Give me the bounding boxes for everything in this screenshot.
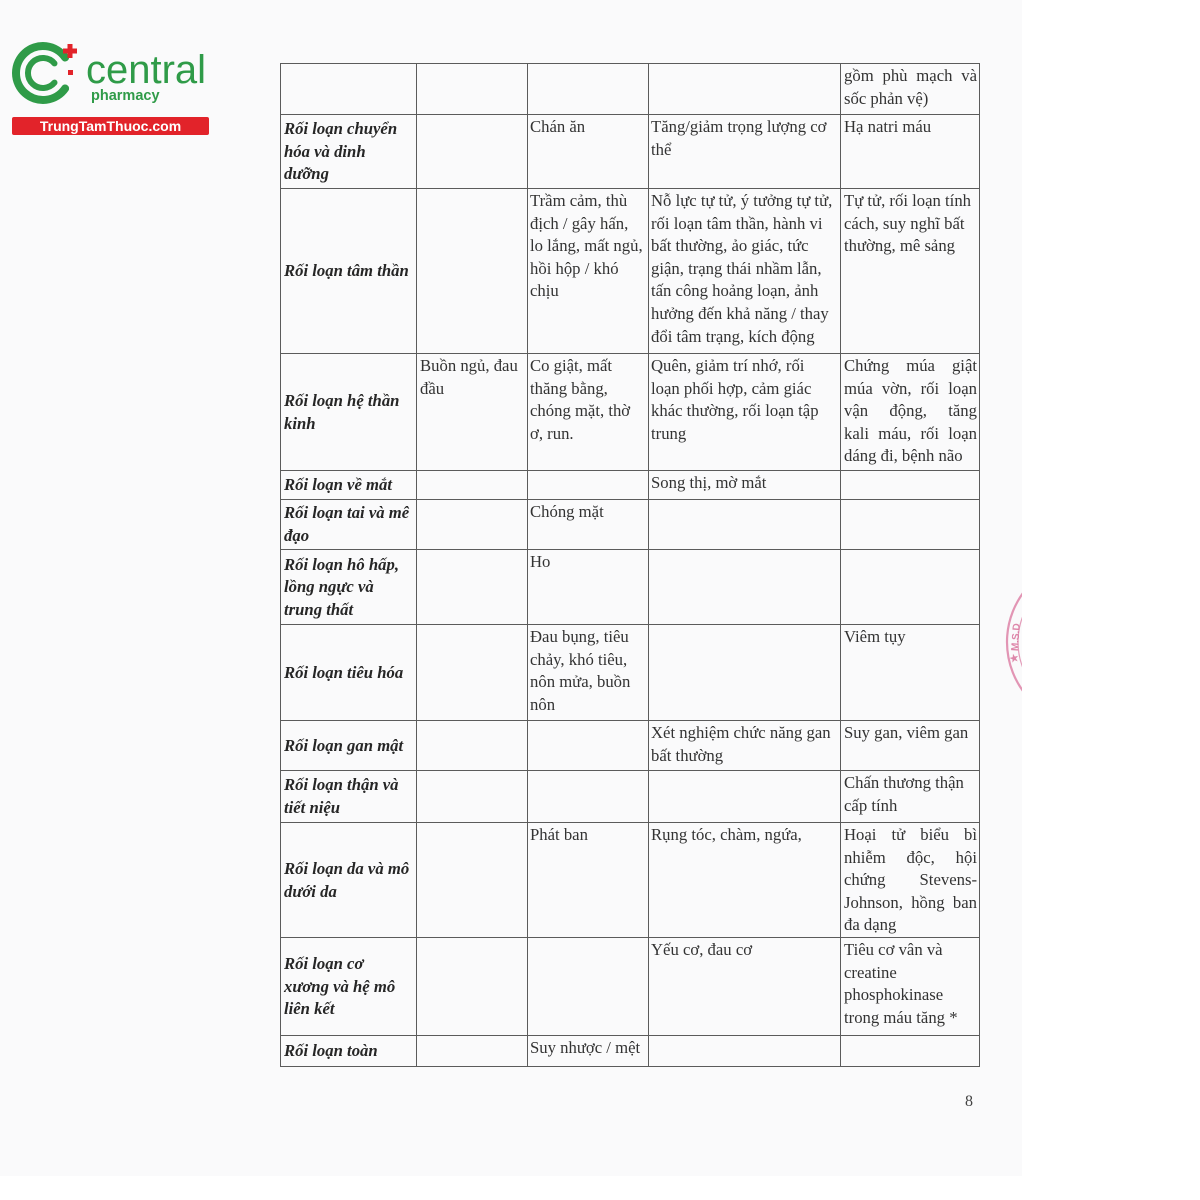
organ-class-label: xương và hệ mô	[284, 976, 396, 996]
cell-text-line: cách, suy nghĩ bất	[844, 213, 965, 233]
brand-subtitle: pharmacy	[91, 88, 160, 104]
table-cell	[528, 938, 649, 1036]
cell-text-line: thể	[651, 139, 672, 159]
table-row	[281, 1036, 980, 1067]
cell-text-line: đa dạng	[844, 915, 897, 935]
cell-text-line: vận động, tăng	[844, 401, 977, 421]
cell-text-line: Tăng/giảm trọng lượng cơ	[651, 117, 827, 136]
table-cell	[528, 64, 649, 115]
stamp-seal	[998, 585, 1022, 705]
cell-text-line: lo lắng, mất ngủ,	[530, 236, 643, 256]
organ-class-label: lồng ngực và	[284, 577, 374, 597]
table-cell	[841, 64, 980, 115]
cell-text-line: hưởng đến khả năng / thay	[651, 303, 829, 323]
organ-class-cell	[281, 550, 417, 625]
table-row	[281, 938, 980, 1036]
cell-text-line: kali máu, rối loạn	[844, 423, 977, 443]
table-row	[281, 771, 980, 823]
central-pharmacy-logo	[0, 0, 220, 140]
table-cell	[649, 1036, 841, 1067]
table-cell	[649, 823, 841, 938]
cell-text-line: Xét nghiệm chức năng gan	[651, 723, 831, 742]
cell-text-line: Đau bụng, tiêu	[530, 627, 629, 646]
table-row	[281, 115, 980, 189]
table-cell	[841, 189, 980, 354]
table-row	[281, 823, 980, 938]
table-body	[281, 64, 980, 1067]
table-row	[281, 471, 980, 500]
cell-text-line: nhiễm độc, hội	[844, 847, 977, 867]
organ-class-label: Rối loạn tai và mê	[284, 503, 410, 523]
cell-text-line: khác thường, rối loạn tập	[651, 401, 819, 421]
table-cell	[417, 471, 528, 500]
stamp-text: ★ M.S.D	[1009, 623, 1023, 664]
cell-text-line: Rụng tóc, chàm, ngứa,	[651, 825, 802, 844]
table-cell	[417, 115, 528, 189]
table-row	[281, 721, 980, 771]
organ-class-cell	[281, 115, 417, 189]
table-cell	[417, 550, 528, 625]
cell-text-line: thăng bằng,	[530, 378, 608, 398]
pharmacy-cross-icon	[10, 37, 80, 107]
cell-text-line: Yếu cơ, đau cơ	[651, 940, 753, 959]
table-cell	[649, 500, 841, 550]
table-cell	[649, 938, 841, 1036]
table-cell	[417, 721, 528, 771]
cell-text-line: đầu	[420, 378, 445, 398]
table-cell	[417, 938, 528, 1036]
organ-class-cell	[281, 771, 417, 823]
organ-class-label: Rối loạn chuyển	[284, 119, 398, 139]
table-cell	[528, 1036, 649, 1067]
table-cell	[841, 938, 980, 1036]
cell-text-line: Tiêu cơ vân và	[844, 940, 943, 959]
cell-text-line: đổi tâm trạng, kích động	[651, 326, 815, 346]
organ-class-label: dưới da	[284, 881, 337, 901]
table-cell	[528, 471, 649, 500]
cell-text-line: tấn công hoảng loạn, ảnh	[651, 281, 819, 301]
cell-text-line: Tự tử, rối loạn tính	[844, 191, 972, 210]
cell-text-line: chịu	[530, 281, 559, 301]
table-cell	[649, 64, 841, 115]
organ-class-label: Rối loạn toàn	[284, 1041, 378, 1061]
cell-text-line: địch / gây hấn,	[530, 213, 629, 233]
table-cell	[528, 771, 649, 823]
table-cell	[528, 500, 649, 550]
cell-text-line: Suy nhược / mệt	[530, 1038, 641, 1057]
adverse-reactions-table	[280, 63, 980, 1067]
cell-text-line: creatine	[844, 962, 897, 982]
table-cell	[417, 64, 528, 115]
organ-class-label: Rối loạn cơ	[284, 954, 364, 974]
cell-text-line: Chóng mặt	[530, 502, 604, 521]
cell-text-line: chóng mặt, thờ	[530, 401, 631, 421]
organ-class-label: Rối loạn thận và	[284, 775, 399, 795]
cell-text-line: trong máu tăng *	[844, 1007, 958, 1027]
cell-text-line: Co giật, mất	[530, 356, 613, 375]
organ-class-cell	[281, 721, 417, 771]
cell-text-line: dáng đi, bệnh não	[844, 446, 963, 466]
organ-class-label: Rối loạn về mắt	[284, 475, 393, 495]
cell-text-line: giận, trạng thái nhầm lẫn,	[651, 258, 822, 278]
table-row	[281, 500, 980, 550]
organ-class-label: Rối loạn tâm thần	[284, 261, 409, 281]
cell-text-line: phosphokinase	[844, 985, 944, 1005]
organ-class-cell	[281, 500, 417, 550]
table-cell	[841, 471, 980, 500]
organ-class-label: kinh	[284, 413, 316, 433]
organ-class-cell	[281, 1036, 417, 1067]
cell-text-line: loạn phối hợp, cảm giác	[651, 378, 812, 398]
table-cell	[649, 550, 841, 625]
organ-class-cell	[281, 189, 417, 354]
cell-text-line: Hoại tử biểu bì	[844, 825, 977, 844]
table-cell	[417, 354, 528, 471]
table-cell	[528, 189, 649, 354]
table-cell	[841, 500, 980, 550]
cell-text-line: chảy, khó tiêu,	[530, 649, 628, 669]
table-cell	[528, 550, 649, 625]
table-cell	[841, 550, 980, 625]
cell-text-line: chứng Stevens-	[844, 870, 977, 890]
table-cell	[649, 354, 841, 471]
cell-text-line: Chứng múa giật	[844, 356, 977, 375]
table-cell	[417, 500, 528, 550]
cell-text-line: Hạ natri máu	[844, 117, 932, 136]
cell-text-line: Viêm tụy	[844, 627, 906, 646]
table-cell	[528, 823, 649, 938]
table-cell	[417, 771, 528, 823]
cell-text-line: Chán ăn	[530, 117, 586, 136]
cell-text-line: Trầm cảm, thù	[530, 191, 628, 210]
cell-text-line: Quên, giảm trí nhớ, rối	[651, 356, 805, 375]
table-cell	[417, 189, 528, 354]
organ-class-cell	[281, 823, 417, 938]
organ-class-cell	[281, 625, 417, 721]
cell-text-line: cấp tính	[844, 795, 898, 815]
table-cell	[841, 1036, 980, 1067]
organ-class-label: hóa và dinh	[284, 141, 366, 161]
table-cell	[841, 721, 980, 771]
organ-class-label: dưỡng	[284, 164, 329, 184]
cell-text-line: Buồn ngủ, đau	[420, 356, 518, 375]
cell-text-line: bất thường, ảo giác, tức	[651, 236, 809, 256]
table-row	[281, 189, 980, 354]
table-cell	[417, 1036, 528, 1067]
cell-text-line: trung	[651, 423, 687, 443]
table-cell	[649, 189, 841, 354]
cell-text-line: Nỗ lực tự tử, ý tưởng tự tử,	[651, 191, 833, 210]
organ-class-label: trung thất	[284, 599, 354, 619]
cell-text-line: Phát ban	[530, 825, 588, 844]
table-cell	[841, 354, 980, 471]
table-cell	[649, 625, 841, 721]
organ-class-cell	[281, 64, 417, 115]
cell-text-line: Suy gan, viêm gan	[844, 723, 969, 742]
cell-text-line: thường, mê sảng	[844, 236, 956, 256]
table-cell	[528, 721, 649, 771]
organ-class-label: Rối loạn hô hấp,	[284, 554, 399, 574]
table-row	[281, 550, 980, 625]
organ-class-label: liên kết	[284, 999, 335, 1019]
organ-class-label: tiết niệu	[284, 798, 341, 817]
organ-class-cell	[281, 354, 417, 471]
organ-class-label: Rối loạn gan mật	[284, 735, 404, 755]
cell-text-line: nôn mửa, buồn	[530, 672, 631, 692]
cell-text-line: rối loạn tâm thần, hành vi	[651, 213, 823, 233]
cell-text-line: Chấn thương thận	[844, 773, 964, 792]
organ-class-cell	[281, 471, 417, 500]
table-row	[281, 64, 980, 115]
cell-text-line: múa vờn, rối loạn	[844, 378, 977, 398]
cell-text-line: Ho	[530, 552, 551, 571]
table-cell	[528, 354, 649, 471]
cell-text-line: Song thị, mờ mắt	[651, 473, 767, 492]
table-row	[281, 354, 980, 471]
cell-text-line: nôn	[530, 694, 556, 714]
brand-name: central	[86, 48, 207, 92]
table-cell	[528, 115, 649, 189]
organ-class-label: Rối loạn hệ thần	[284, 390, 400, 410]
table-cell	[841, 771, 980, 823]
table-cell	[649, 115, 841, 189]
organ-class-label: đạo	[284, 526, 310, 545]
table-row	[281, 625, 980, 721]
page-number: 8	[965, 1093, 973, 1110]
table-cell	[417, 823, 528, 938]
cell-text-line: hồi hộp / khó	[530, 258, 619, 278]
cell-text-line: Johnson, hồng ban	[844, 892, 977, 912]
table-cell	[528, 625, 649, 721]
cell-text-line: gồm phù mạch và	[844, 66, 977, 85]
website-banner: TrungTamThuoc.com	[12, 117, 209, 135]
table-cell	[841, 823, 980, 938]
organ-class-label: Rối loạn da và mô	[284, 858, 410, 878]
table-cell	[649, 721, 841, 771]
cell-text-line: sốc phản vệ)	[844, 88, 929, 108]
cell-text-line: ơ, run.	[530, 423, 574, 443]
table-cell	[841, 625, 980, 721]
table-cell	[649, 771, 841, 823]
cell-text-line: bất thường	[651, 745, 724, 765]
organ-class-label: Rối loạn tiêu hóa	[284, 662, 404, 682]
organ-class-cell	[281, 938, 417, 1036]
table-cell	[417, 625, 528, 721]
table-cell	[841, 115, 980, 189]
table-cell	[649, 471, 841, 500]
